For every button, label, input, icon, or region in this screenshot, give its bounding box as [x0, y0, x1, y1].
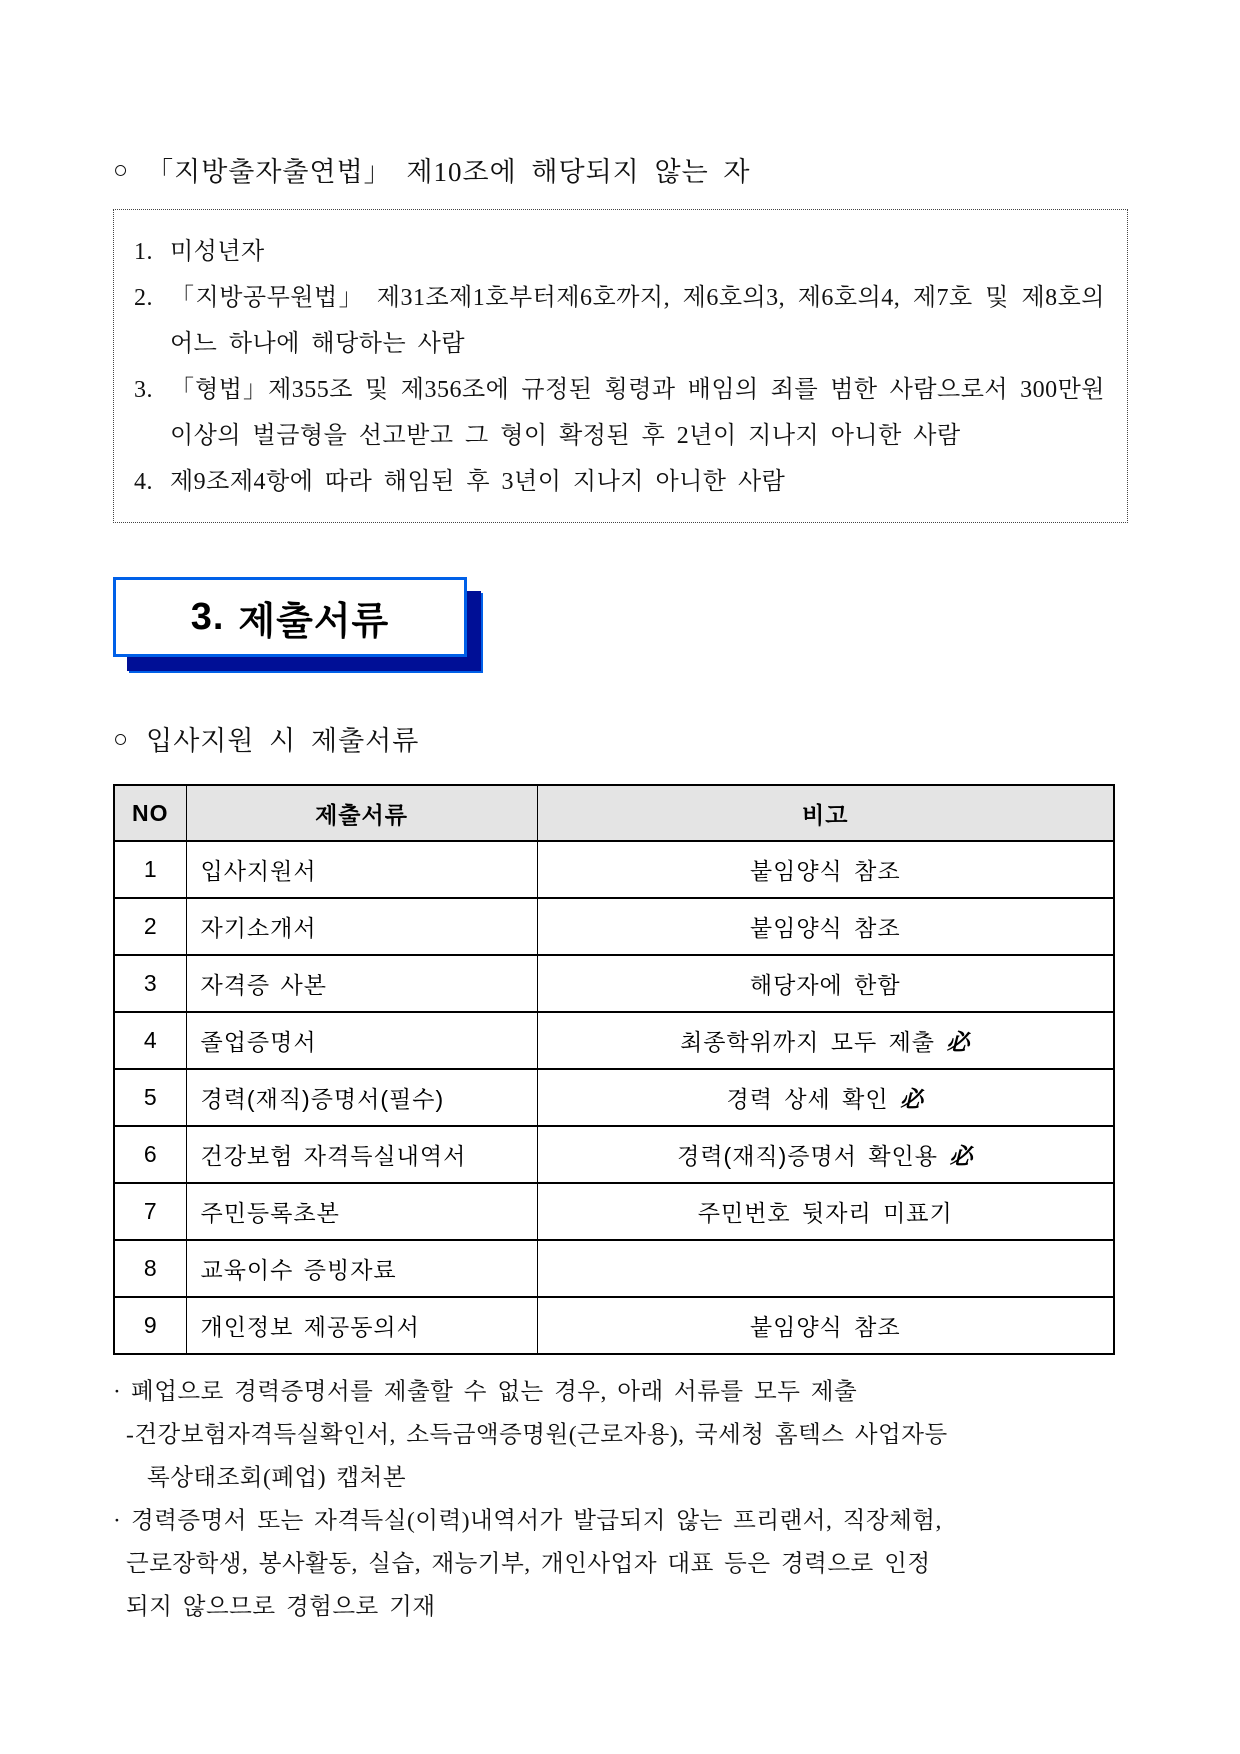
- cell-remark: 최종학위까지 모두 제출 必: [537, 1012, 1114, 1069]
- section-number: 3.: [190, 595, 225, 638]
- cell-remark: 붙임양식 참조: [537, 841, 1114, 898]
- cell-no: 7: [114, 1183, 186, 1240]
- table-row: [114, 1240, 1114, 1297]
- note-line: · 경력증명서 또는 자격득실(이력)내역서가 발급되지 않는 프리랜서, 직장체험,: [113, 1500, 1128, 1543]
- circle-bullet-icon: ○: [113, 726, 130, 753]
- cell-remark: 붙임양식 참조: [537, 898, 1114, 955]
- cell-no: 1: [114, 841, 186, 898]
- cell-remark: 해당자에 한함: [537, 955, 1114, 1012]
- cell-no: 3: [114, 955, 186, 1012]
- item-text: 미성년자: [170, 239, 265, 265]
- cell-document: 교육이수 증빙자료: [186, 1240, 537, 1297]
- table-row: [114, 1126, 1114, 1183]
- cell-no: 2: [114, 898, 186, 955]
- cell-document: 자격증 사본: [186, 955, 537, 1012]
- notes: [113, 1371, 1128, 1629]
- section-title: 제출서류: [238, 600, 390, 643]
- cell-remark: 경력(재직)증명서 확인용 必: [537, 1126, 1114, 1183]
- item-number: 2.: [134, 285, 153, 311]
- cell-document: 입사지원서: [186, 841, 537, 898]
- item-text: 「지방공무원법」 제31조제1호부터제6호까지, 제6호의3, 제6호의4, 제7호 및 제8호의 어느 하나에 해당하는 사람: [170, 285, 1105, 357]
- cell-remark: 붙임양식 참조: [537, 1297, 1114, 1354]
- documents-table-header-row: [114, 785, 1114, 841]
- circle-bullet-icon: ○: [113, 157, 130, 184]
- note-line: -건강보험자격득실확인서, 소득금액증명원(근로자용), 국세청 홈텍스 사업자등: [126, 1422, 948, 1448]
- cell-remark: [537, 1240, 1114, 1297]
- note-line: 근로장학생, 봉사활동, 실습, 재능기부, 개인사업자 대표 등은 경력으로 인정: [126, 1551, 931, 1577]
- item-number: 3.: [134, 377, 153, 403]
- item-number: 4.: [134, 469, 153, 495]
- cell-no: 9: [114, 1297, 186, 1354]
- required-mark: 必: [946, 1030, 971, 1055]
- dot-bullet-icon: ·: [113, 1508, 122, 1534]
- note-line: 되지 않으므로 경험으로 기재: [126, 1594, 436, 1620]
- table-row: [114, 1297, 1114, 1354]
- cell-no: 5: [114, 1069, 186, 1126]
- cell-no: 8: [114, 1240, 186, 1297]
- submission-subheading-text: 입사지원 시 제출서류: [146, 726, 420, 756]
- table-row: [114, 841, 1114, 898]
- disqualification-list: [134, 229, 1105, 505]
- cell-document: 졸업증명서: [186, 1012, 537, 1069]
- note-line: 록상태조회(폐업) 캡처본: [147, 1465, 407, 1491]
- required-mark: 必: [949, 1144, 974, 1169]
- column-header: 비고: [537, 785, 1114, 841]
- cell-remark: 경력 상세 확인 必: [537, 1069, 1114, 1126]
- section-title-box: [113, 577, 467, 657]
- table-row: [114, 1183, 1114, 1240]
- cell-no: 6: [114, 1126, 186, 1183]
- table-row: [114, 955, 1114, 1012]
- item-text: 「형법」제355조 및 제356조에 규정된 횡령과 배임의 죄를 범한 사람으로서 300만원 이상의 벌금형을 선고받고 그 형이 확정된 후 2년이 지나지 아니한 사람: [170, 377, 1105, 449]
- column-header: 제출서류: [186, 785, 537, 841]
- table-row: [114, 1069, 1114, 1126]
- cell-document: 주민등록초본: [186, 1183, 537, 1240]
- table-row: [114, 1012, 1114, 1069]
- section-title-area: [113, 577, 1128, 671]
- qualification-heading: [113, 0, 1128, 189]
- page-content: [113, 0, 1128, 1629]
- disqualification-item: [134, 459, 1105, 505]
- submission-subheading: [113, 719, 1128, 758]
- disqualification-item: [134, 367, 1105, 459]
- disqualification-item: [134, 229, 1105, 275]
- note-line: · 폐업으로 경력증명서를 제출할 수 없는 경우, 아래 서류를 모두 제출: [113, 1371, 1128, 1414]
- table-row: [114, 898, 1114, 955]
- item-number: 1.: [134, 239, 153, 265]
- item-text: 제9조제4항에 따라 해임된 후 3년이 지나지 아니한 사람: [170, 469, 786, 495]
- cell-no: 4: [114, 1012, 186, 1069]
- documents-table: [113, 784, 1115, 1355]
- dot-bullet-icon: ·: [113, 1379, 122, 1405]
- cell-document: 경력(재직)증명서(필수): [186, 1069, 537, 1126]
- qualification-heading-text: 「지방출자출연법」 제10조에 해당되지 않는 자: [146, 157, 751, 187]
- note: [113, 1371, 1128, 1500]
- cell-remark: 주민번호 뒷자리 미표기: [537, 1183, 1114, 1240]
- documents-table-body: [114, 841, 1114, 1354]
- required-mark: 必: [899, 1087, 924, 1112]
- cell-document: 개인정보 제공동의서: [186, 1297, 537, 1354]
- disqualification-box: [113, 209, 1128, 523]
- cell-document: 건강보험 자격득실내역서: [186, 1126, 537, 1183]
- disqualification-item: [134, 275, 1105, 367]
- column-header: NO: [114, 785, 186, 841]
- note: [113, 1500, 1128, 1629]
- cell-document: 자기소개서: [186, 898, 537, 955]
